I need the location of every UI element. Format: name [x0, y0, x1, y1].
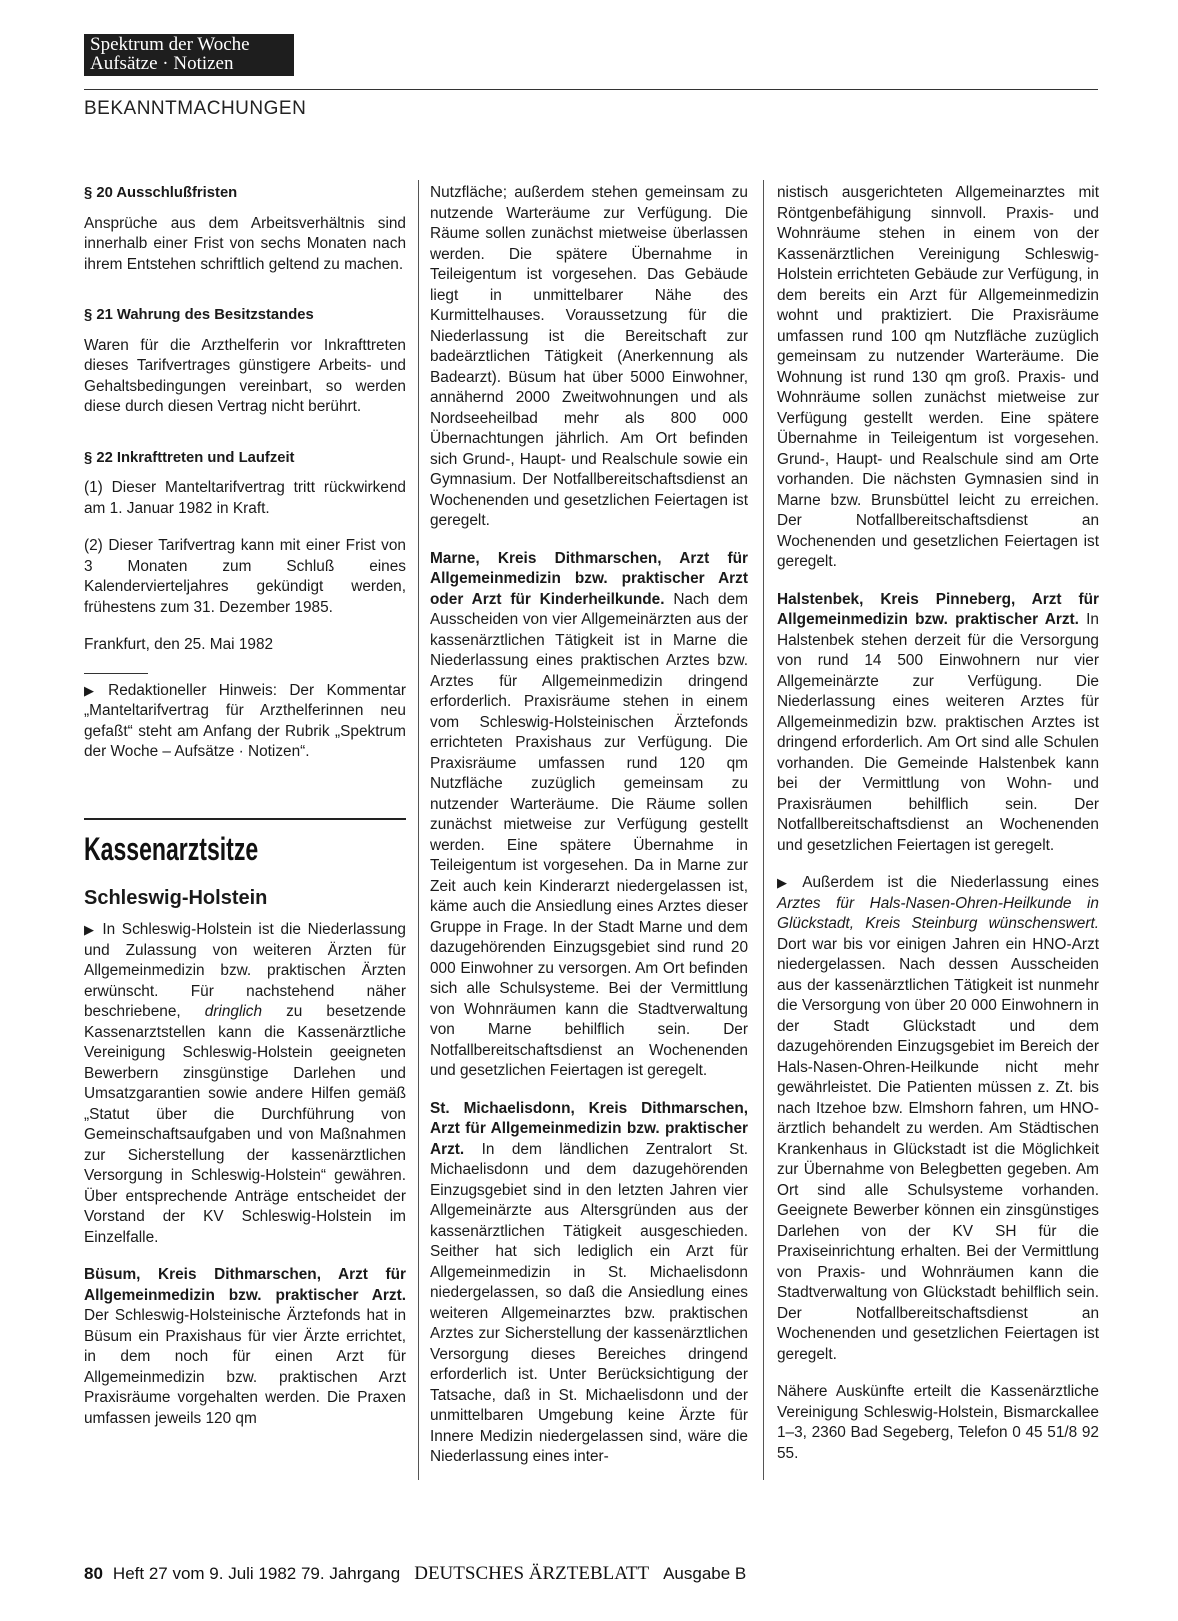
intro-text-a: In Schleswig-Holstein ist die Niederlassung und Zulassung von weiteren Ärzten für Allgemeinmedizin bzw. praktischen Ärzten erwünscht. Für nachstehend näher beschriebene,	[84, 921, 406, 1020]
header-rule	[84, 89, 1098, 90]
contact-info: Nähere Auskünfte erteilt die Kassenärztliche Vereinigung Schleswig-Holstein, Bismarckallee 1–3, 2360 Bad Segeberg, Telefon 0 45 51/8 92 55.	[777, 1383, 1099, 1462]
hno-emphasis: Arztes für Hals-Nasen-Ohren-Heilkunde in Glückstadt, Kreis Steinburg wünschenswert.	[777, 894, 1099, 932]
hno-text-b: Dort war bis vor einigen Jahren ein HNO-Arzt niedergelassen. Nach dessen Ausscheiden aus der kassenärztlichen Tätigkeit ist nunmehr die Versorgung von über 20 000 Einwohnern in der Stadt Glückstadt und dem dazugehörenden Einzugsgebiet im Bereich der Hals-Nasen-Ohren-Heilkunde nicht mehr gewährleistet. Die Patienten müssen z. Zt. bis nach Itzehoe bzw. Elmshorn fahren, um HNO-ärztlich behandelt zu werden. Am Städtischen Krankenhaus in Glückstadt ist die Möglichkeit zur Übernahme von Belegbetten gegeben. Am Ort sind alle Schulsysteme vorhanden. Geeignete Bewerber können ein zinsgünstiges Darlehen von der KV SH für die Praxiseinrichtung erhalten. Bei der Vermittlung von Praxis- und Wohnräumen kann die Stadtverwaltung von Glückstadt behilflich sein. Der Notfallbereitschaftsdienst an Wochenenden und gesetzlichen Feiertagen ist geregelt.	[777, 935, 1099, 1363]
journal-name: DEUTSCHES ÄRZTEBLATT	[414, 1563, 650, 1584]
hno-entry	[777, 873, 1099, 1365]
region-subhead: Schleswig-Holstein	[84, 886, 268, 909]
buesum-continuation: Nutzfläche; außerdem stehen gemeinsam zu nutzende Warteräume zur Verfügung. Die Räume sollen zunächst mietweise überlassen werden. Die spätere Übernahme in Teileigentum ist vorgesehen. Das Gebäude liegt in unmittelbarer Nähe des Kurmittelhauses. Voraussetzung für die Niederlassung ist die Bereitschaft zur badeärztlichen Tätigkeit (Anerkennung als Badearzt). Büsum hat über 5000 Einwohner, annähernd 2000 Zweitwohnungen und als Nordseeheilbad mehr als 800 000 Übernachtungen jährlich. Am Ort befinden sich Grund-, Haupt- und Realschule sowie ein Gymnasium. Der Notfallbereitschaftsdienst an Wochenenden und gesetzlichen Feiertagen ist geregelt.	[430, 184, 748, 529]
column-2	[430, 183, 748, 1485]
issue-info: Heft 27 vom 9. Juli 1982 79. Jahrgang	[112, 1564, 401, 1583]
page-number: 80	[84, 1564, 103, 1583]
editorial-hint	[84, 681, 406, 763]
marne-text: Nach dem Ausscheiden von vier Allgemeinärzten aus der kassenärztlichen Tätigkeit ist in Marne die Niederlassung eines praktischen Arztes bzw. Arztes für Allgemeinmedizin dringend erforderlich. Praxisräume stehen in einem vom Schleswig-Holsteinischen Ärztefonds errichteten Praxishaus zur Verfügung. Die Praxisräume umfassen rund 120 qm Nutzfläche zuzüglich gemeinsam zu nutzender Warteräume. Die Räume sollen zunächst mietweise zur Verfügung gestellt werden. Eine spätere Übernahme in Teileigentum ist vorgesehen. Da in Marne zur Zeit auch kein Kinderarzt niedergelassen ist, käme auch die Ansiedlung eines Arztes dieser Gruppe in Frage. In der Stadt Marne und dem dazugehörenden Einzugsgebiet sind rund 20 000 Einwohner zu versorgen. Am Ort befinden sich alle Schulsysteme. Bei der Vermittlung von Wohnräumen kann die Stadtverwaltung von Marne behilflich sein. Der Notfallbereitschaftsdienst an Wochenenden und gesetzlichen Feiertagen ist geregelt.	[430, 590, 748, 1079]
column-divider-1	[418, 180, 419, 1480]
section-label: BEKANNTMACHUNGEN	[84, 98, 307, 119]
buesum-entry	[84, 1265, 406, 1429]
marne-entry	[430, 549, 748, 1082]
section-20-text: Ansprüche aus dem Arbeitsverhältnis sind innerhalb einer Frist von sechs Monaten nach ihrem Entstehen schriftlich geltend zu machen.	[84, 214, 406, 273]
rubric-box	[84, 34, 294, 76]
section-22-paragraph-2: (2) Dieser Tarifvertrag kann mit einer Frist von 3 Monaten zum Schluß eines Kalendervierteljahres gekündigt werden, frühestens zum 31. Dezember 1985.	[84, 537, 406, 616]
intro-text-b: zu besetzende Kassenarztstellen kann die Kassenärztliche Vereinigung Schleswig-Holstein geeigneten Bewerbern zinsgünstige Darlehen und Umsatzgarantien sowie andere Hilfen gemäß „Statut über die Durchführung von Gemeinschaftsaufgaben und von Maßnahmen zur Sicherstellung der kassenärztlichen Versorgung in Schleswig-Holstein“ gewähren. Über entsprechende Anträge entscheidet der Vorstand der KV Schleswig-Holstein im Einzelfalle.	[84, 1003, 406, 1246]
section-21-title: § 21 Wahrung des Besitzstandes	[84, 307, 314, 323]
hint-rule	[84, 673, 148, 674]
title-rule	[84, 818, 406, 820]
rubric-line-1: Spektrum der Woche	[90, 34, 250, 55]
st-michaelisdonn-continuation: nistisch ausgerichteten Allgemeinarztes mit Röntgenbefähigung sinnvoll. Praxis- und Wohnräume stehen in einem von der Kassenärztlichen Vereinigung Schleswig-Holstein errichteten Gebäude zur Verfügung, in dem bereits ein Arzt für Allgemeinmedizin wohnt und praktiziert. Die Praxisräume umfassen rund 100 qm Nutzfläche zuzüglich gemeinsam zu nutzender Warteräume. Die Wohnung ist rund 130 qm groß. Praxis- und Wohnräume sollen zunächst mietweise zur Verfügung gestellt werden. Eine spätere Übernahme in Teileigentum ist vorgesehen. Grund-, Haupt- und Realschule sind am Orte vorhanden. Die nächsten Gymnasien sind in Marne bzw. Brunsbüttel leicht zu erreichen. Der Notfallbereitschaftsdienst an Wochenenden und gesetzlichen Feiertagen ist geregelt.	[777, 184, 1099, 570]
halstenbek-text: In Halstenbek stehen derzeit für die Versorgung von rund 14 500 Einwohnern nur vier Allgemeinärzte zur Verfügung. Die Niederlassung eines weiteren Arztes für Allgemeinmedizin bzw. praktischen Arztes ist dringend erforderlich. Am Ort sind alle Schulen vorhanden. Die Gemeinde Halstenbek kann bei der Vermittlung von Wohn- und Praxisräumen behilflich sein. Der Notfallbereitschaftsdienst an Wochenenden und gesetzlichen Feiertagen ist geregelt.	[777, 611, 1099, 854]
st-michaelisdonn-title: St. Michaelisdonn, Kreis Dithmarschen, Arzt für Allgemeinmedizin bzw. praktischer Arzt.	[430, 1099, 748, 1158]
intro-paragraph	[84, 920, 406, 1248]
buesum-title: Büsum, Kreis Dithmarschen, Arzt für Allgemeinmedizin bzw. praktischer Arzt.	[84, 1266, 406, 1304]
article-title: Kassenarztsitze	[84, 830, 259, 867]
triangle-bullet-icon: ▶	[84, 682, 103, 698]
intro-emphasis: dringlich	[204, 1003, 263, 1020]
section-22-title: § 22 Inkrafttreten und Laufzeit	[84, 449, 295, 466]
hno-text-a: Außerdem ist die Niederlassung eines	[802, 874, 1099, 891]
page-footer	[84, 1563, 746, 1585]
date-line: Frankfurt, den 25. Mai 1982	[84, 636, 274, 653]
buesum-text: Der Schleswig-Holsteinische Ärztefonds hat in Büsum ein Praxishaus für vier Ärzte errichtet, in dem noch für einen Arzt für Allgemeinmedizin bzw. praktischen Arzt Praxisräume vorgehalten werden. Die Praxen umfassen jeweils 120 qm	[84, 1307, 406, 1427]
rubric-line-2: Aufsätze · Notizen	[90, 53, 234, 74]
edition-label: Ausgabe B	[663, 1564, 747, 1583]
st-michaelisdonn-entry	[430, 1099, 748, 1468]
triangle-bullet-icon: ▶	[84, 922, 97, 937]
editorial-hint-text: Redaktioneller Hinweis: Der Kommentar „Manteltarifvertrag für Arzthelferinnen neu gefaßt“ steht am Anfang der Rubrik „Spektrum der Woche – Aufsätze · Notizen“.	[84, 681, 407, 760]
st-michaelisdonn-text: In dem ländlichen Zentralort St. Michaelisdonn und dem dazugehörenden Einzugsgebiet sind in den letzten Jahren vier Allgemeinärzte aus Altersgründen aus der kassenärztlichen Tätigkeit ausgeschieden. Seither hat sich lediglich ein Arzt für Allgemeinmedizin in St. Michaelisdonn niedergelassen, so daß die Ansiedlung eines weiteren Allgemeinarztes bzw. praktischen Arztes zur Sicherstellung der kassenärztlichen Versorgung dieses Bereiches dringend erforderlich ist. Unter Berücksichtigung der Tatsache, daß in St. Michaelisdonn und der unmittelbaren Umgebung keine Ärzte für Innere Medizin niedergelassen sind, wäre die Niederlassung eines inter-	[430, 1140, 748, 1465]
section-21-text: Waren für die Arzthelferin vor Inkrafttreten dieses Tarifvertrages günstigere Arbeits- und Gehaltsbedingungen vereinbart, so werden diese durch diesen Vertrag nicht berührt.	[84, 336, 406, 415]
halstenbek-entry	[777, 590, 1099, 857]
marne-title: Marne, Kreis Dithmarschen, Arzt für Allgemeinmedizin bzw. praktischer Arzt oder Arzt für Kinderheilkunde.	[430, 549, 748, 608]
section-22-paragraph-1: (1) Dieser Manteltarifvertrag tritt rückwirkend am 1. Januar 1982 in Kraft.	[84, 479, 406, 517]
column-1	[84, 183, 406, 1446]
column-3	[777, 183, 1099, 1481]
halstenbek-title: Halstenbek, Kreis Pinneberg, Arzt für Allgemeinmedizin bzw. praktischer Arzt.	[777, 590, 1099, 628]
column-divider-2	[763, 180, 764, 1480]
triangle-bullet-icon: ▶	[777, 875, 797, 890]
section-20-title: § 20 Ausschlußfristen	[84, 185, 238, 201]
